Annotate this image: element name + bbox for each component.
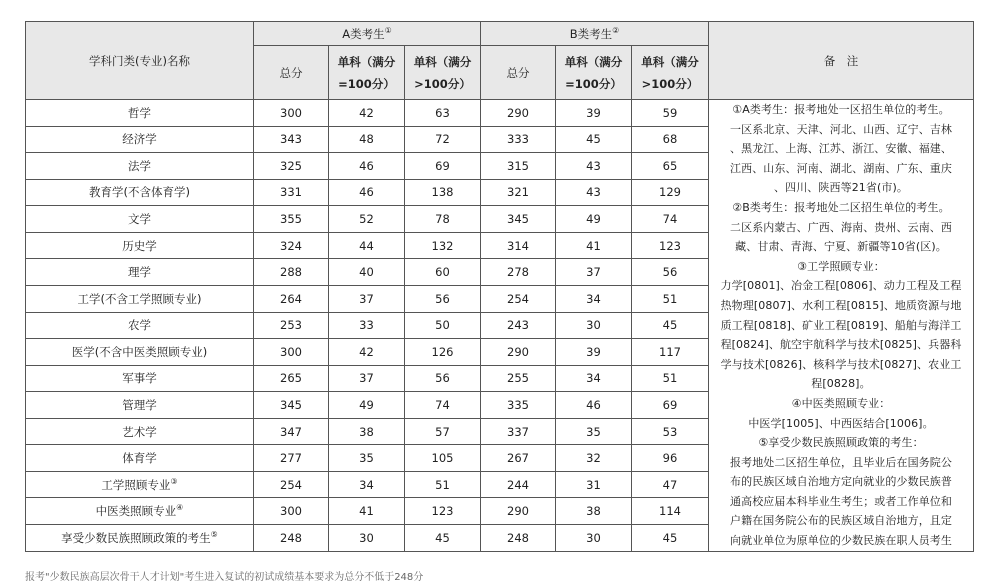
a-score-cell: 248 — [254, 525, 329, 552]
subject-name-cell: 军事学 — [26, 365, 254, 392]
subject-name-cell: 工学(不含工学照顾专业) — [26, 285, 254, 312]
b-score-cell: 123 — [632, 232, 709, 259]
a-total-header: 总分 — [254, 46, 329, 100]
b-score-cell: 35 — [556, 418, 632, 445]
a-score-cell: 63 — [405, 100, 481, 127]
b-score-cell: 244 — [481, 471, 556, 498]
a-score-cell: 138 — [405, 179, 481, 206]
b-score-cell: 69 — [632, 392, 709, 419]
b-score-cell: 30 — [556, 312, 632, 339]
b-score-cell: 34 — [556, 285, 632, 312]
group-b-header: B类考生② — [481, 22, 709, 46]
b-score-cell: 248 — [481, 525, 556, 552]
a-score-cell: 48 — [329, 126, 405, 153]
a-score-cell: 265 — [254, 365, 329, 392]
remarks-cell — [709, 100, 974, 552]
subject-name-cell: 管理学 — [26, 392, 254, 419]
subject-name-cell: 理学 — [26, 259, 254, 286]
a-score-cell: 41 — [329, 498, 405, 525]
b-score-cell: 114 — [632, 498, 709, 525]
remark-line: 、四川、陕西等21省(市)。 — [774, 181, 908, 195]
b-score-cell: 43 — [556, 153, 632, 180]
b-score-cell: 49 — [556, 206, 632, 233]
remark-line: 、黑龙江、上海、江苏、浙江、安徽、福建、 — [730, 142, 952, 156]
footnote: 报考"少数民族高层次骨干人才计划"考生进入复试的初试成绩基本要求为总分不低于248分 — [25, 572, 424, 583]
a-score-cell: 324 — [254, 232, 329, 259]
a-score-cell: 300 — [254, 498, 329, 525]
b-score-cell: 41 — [556, 232, 632, 259]
b-score-cell: 53 — [632, 418, 709, 445]
remark-line: ⑤享受少数民族照顾政策的考生： — [758, 436, 924, 450]
a-score-cell: 30 — [329, 525, 405, 552]
subject-name-cell: 哲学 — [26, 100, 254, 127]
a-score-cell: 288 — [254, 259, 329, 286]
b-score-cell: 43 — [556, 179, 632, 206]
b-score-cell: 51 — [632, 285, 709, 312]
b-score-cell: 243 — [481, 312, 556, 339]
remark-line: 江西、山东、河南、湖北、湖南、广东、重庆 — [730, 161, 952, 175]
remark-line: 通高校应届本科毕业生考生；或者工作单位和 — [730, 494, 952, 508]
b-score-cell: 337 — [481, 418, 556, 445]
b-score-cell: 38 — [556, 498, 632, 525]
a-score-cell: 60 — [405, 259, 481, 286]
remark-line: 力学[0801]、冶金工程[0806]、动力工程及工程 — [720, 279, 962, 293]
remark-line: 学与技术[0826]、核科学与技术[0827]、农业工 — [720, 357, 962, 371]
b-score-cell: 290 — [481, 339, 556, 366]
remark-line: 一区系北京、天津、河北、山西、辽宁、吉林 — [730, 122, 952, 136]
remark-line: ④中医类照顾专业： — [791, 396, 891, 410]
subject-name-cell: 经济学 — [26, 126, 254, 153]
a-score-cell: 38 — [329, 418, 405, 445]
subject-name-cell: 法学 — [26, 153, 254, 180]
remark-line: 中医学[1005]、中西医结合[1006]。 — [748, 416, 934, 430]
subject-name-cell: 农学 — [26, 312, 254, 339]
a-score-cell: 69 — [405, 153, 481, 180]
subject-name-cell: 教育学(不含体育学) — [26, 179, 254, 206]
b-score-cell: 68 — [632, 126, 709, 153]
remark-line: 质工程[0818]、矿业工程[0819]、船舶与海洋工 — [720, 318, 962, 332]
remarks-header: 备 注 — [709, 22, 974, 100]
b-score-cell: 117 — [632, 339, 709, 366]
remark-line: 程[0828]。 — [811, 377, 871, 391]
subject-name-cell: 体育学 — [26, 445, 254, 472]
a-score-cell: 264 — [254, 285, 329, 312]
a-score-cell: 254 — [254, 471, 329, 498]
a-score-cell: 343 — [254, 126, 329, 153]
a-score-cell: 56 — [405, 285, 481, 312]
b-single-100-header: 单科（满分 =100分） — [556, 46, 632, 100]
a-score-cell: 105 — [405, 445, 481, 472]
b-score-cell: 74 — [632, 206, 709, 233]
a-single-over-header: 单科（满分 >100分） — [405, 46, 481, 100]
subject-header: 学科门类(专业)名称 — [26, 22, 254, 100]
a-score-cell: 345 — [254, 392, 329, 419]
a-score-cell: 74 — [405, 392, 481, 419]
a-score-cell: 123 — [405, 498, 481, 525]
b-score-cell: 30 — [556, 525, 632, 552]
b-score-cell: 46 — [556, 392, 632, 419]
remark-line: 热物理[0807]、水利工程[0815]、地质资源与地 — [720, 298, 962, 312]
b-score-cell: 315 — [481, 153, 556, 180]
remark-line: 报考地处二区招生单位，且毕业后在国务院公 — [730, 455, 952, 469]
b-score-cell: 290 — [481, 498, 556, 525]
b-total-header: 总分 — [481, 46, 556, 100]
b-score-cell: 255 — [481, 365, 556, 392]
a-score-cell: 42 — [329, 339, 405, 366]
b-score-cell: 56 — [632, 259, 709, 286]
b-score-cell: 254 — [481, 285, 556, 312]
remark-line: ③工学照顾专业： — [797, 259, 885, 273]
b-score-cell: 39 — [556, 100, 632, 127]
remark-line: ①A类考生：报考地处一区招生单位的考生。 — [732, 103, 950, 116]
b-score-cell: 333 — [481, 126, 556, 153]
b-single-over-header: 单科（满分 >100分） — [632, 46, 709, 100]
b-score-cell: 45 — [632, 525, 709, 552]
a-score-cell: 300 — [254, 100, 329, 127]
a-score-cell: 277 — [254, 445, 329, 472]
b-score-cell: 96 — [632, 445, 709, 472]
subject-name-cell: 中医类照顾专业④ — [26, 498, 254, 525]
b-score-cell: 51 — [632, 365, 709, 392]
b-score-cell: 335 — [481, 392, 556, 419]
b-score-cell: 321 — [481, 179, 556, 206]
a-score-cell: 40 — [329, 259, 405, 286]
a-single-100-header: 单科（满分 =100分） — [329, 46, 405, 100]
remark-line: 户籍在国务院公布的民族区域自治地方，且定 — [730, 514, 952, 528]
a-score-cell: 126 — [405, 339, 481, 366]
a-score-cell: 78 — [405, 206, 481, 233]
a-score-cell: 347 — [254, 418, 329, 445]
b-score-cell: 59 — [632, 100, 709, 127]
b-score-cell: 45 — [632, 312, 709, 339]
subject-name-cell: 工学照顾专业③ — [26, 471, 254, 498]
remark-line: 程[0824]、航空宇航科学与技术[0825]、兵器科 — [720, 338, 962, 352]
a-score-cell: 51 — [405, 471, 481, 498]
a-score-cell: 52 — [329, 206, 405, 233]
b-score-cell: 345 — [481, 206, 556, 233]
a-score-cell: 37 — [329, 365, 405, 392]
a-score-cell: 355 — [254, 206, 329, 233]
a-score-cell: 46 — [329, 179, 405, 206]
subject-name-cell: 享受少数民族照顾政策的考生⑤ — [26, 525, 254, 552]
b-score-cell: 129 — [632, 179, 709, 206]
a-score-cell: 56 — [405, 365, 481, 392]
remark-line: ②B类考生：报考地处二区招生单位的考生。 — [732, 200, 950, 214]
a-score-cell: 325 — [254, 153, 329, 180]
b-score-cell: 65 — [632, 153, 709, 180]
remark-line: 向就业单位为原单位的少数民族在职人员考生 — [730, 534, 952, 548]
b-score-cell: 278 — [481, 259, 556, 286]
a-score-cell: 37 — [329, 285, 405, 312]
group-a-header: A类考生① — [254, 22, 481, 46]
score-table-container — [25, 21, 974, 552]
b-score-cell: 39 — [556, 339, 632, 366]
b-score-cell: 47 — [632, 471, 709, 498]
subject-name-cell: 艺术学 — [26, 418, 254, 445]
b-score-cell: 45 — [556, 126, 632, 153]
b-score-cell: 314 — [481, 232, 556, 259]
remark-line: 布的民族区域自治地方定向就业的少数民族普 — [730, 475, 952, 489]
a-score-cell: 72 — [405, 126, 481, 153]
score-table-body — [26, 100, 974, 552]
a-score-cell: 45 — [405, 525, 481, 552]
a-score-cell: 46 — [329, 153, 405, 180]
subject-name-cell: 文学 — [26, 206, 254, 233]
a-score-cell: 57 — [405, 418, 481, 445]
b-score-cell: 290 — [481, 100, 556, 127]
a-score-cell: 44 — [329, 232, 405, 259]
b-score-cell: 267 — [481, 445, 556, 472]
subject-name-cell: 医学(不含中医类照顾专业) — [26, 339, 254, 366]
a-score-cell: 50 — [405, 312, 481, 339]
b-score-cell: 31 — [556, 471, 632, 498]
a-score-cell: 42 — [329, 100, 405, 127]
score-table — [25, 21, 974, 552]
a-score-cell: 33 — [329, 312, 405, 339]
remark-line: 藏、甘肃、青海、宁夏、新疆等10省(区)。 — [735, 240, 947, 254]
a-score-cell: 331 — [254, 179, 329, 206]
a-score-cell: 132 — [405, 232, 481, 259]
b-score-cell: 32 — [556, 445, 632, 472]
a-score-cell: 253 — [254, 312, 329, 339]
remark-line: 二区系内蒙古、广西、海南、贵州、云南、西 — [730, 220, 952, 234]
a-score-cell: 49 — [329, 392, 405, 419]
b-score-cell: 37 — [556, 259, 632, 286]
b-score-cell: 34 — [556, 365, 632, 392]
a-score-cell: 35 — [329, 445, 405, 472]
table-row — [26, 100, 974, 127]
subject-name-cell: 历史学 — [26, 232, 254, 259]
a-score-cell: 300 — [254, 339, 329, 366]
a-score-cell: 34 — [329, 471, 405, 498]
